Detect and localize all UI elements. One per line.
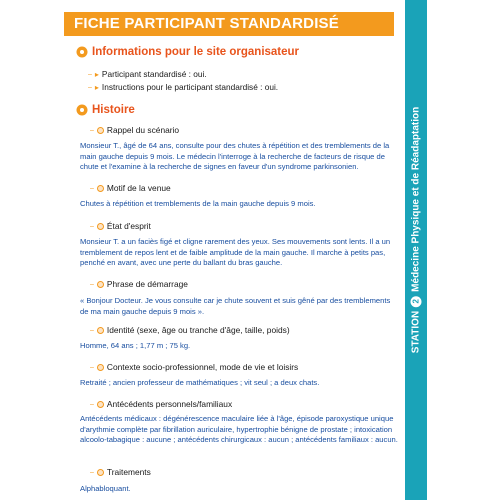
subheading (90, 325, 290, 335)
paragraph: Alphabloquant. (80, 484, 131, 493)
subheading-text: État d'esprit (106, 221, 151, 231)
dash-icon: – (90, 222, 94, 230)
circle-bullet-icon (97, 364, 104, 371)
paragraph: Chutes à répétition et tremblements de la main gauche depuis 9 mois. (80, 199, 316, 208)
subheading (90, 183, 171, 193)
paragraph: Retraité ; ancien professeur de mathématiques ; vit seul ; a deux chats. (80, 378, 320, 387)
list-item (88, 82, 278, 92)
dash-icon: – (90, 280, 94, 288)
subheading-text: Phrase de démarrage (106, 279, 188, 289)
section-heading-organisateur (76, 46, 299, 58)
subheading (90, 221, 151, 231)
circle-bullet-icon (97, 327, 104, 334)
subheading-text: Motif de la venue (106, 183, 171, 193)
dash-icon: – (90, 126, 94, 134)
list-item (88, 69, 207, 79)
circle-bullet-icon (97, 127, 104, 134)
bullet-text: Instructions pour le participant standardisé : oui. (101, 82, 279, 92)
specialty-label: Médecine Physique et de Réadaptation (410, 106, 422, 292)
dash-icon: – (90, 184, 94, 192)
subheading-text: Traitements (106, 467, 151, 477)
section-heading-text: Informations pour le site organisateur (92, 46, 300, 58)
subheading (90, 467, 151, 477)
dash-icon: – (88, 83, 92, 91)
arrow-right-icon: ▸ (94, 82, 99, 92)
paragraph: Monsieur T., âgé de 64 ans, consulte pour des chutes à répétition et des tremblements de la main gauche depuis 9 mois. Le médecin l'interroge à la recherche de facteurs de risque de chute et l'examine à la recherche de signes en faveur d'un syndrome parkinsonien. (80, 141, 390, 172)
dash-icon: – (90, 468, 94, 476)
subheading-text: Identité (sexe, âge ou tranche d'âge, taille, poids) (106, 325, 290, 335)
circle-bullet-icon (97, 281, 104, 288)
circle-bullet-icon (97, 223, 104, 230)
section-heading-text: Histoire (92, 104, 135, 116)
orange-flower-icon (76, 104, 88, 116)
paragraph: Antécédents médicaux : dégénérescence maculaire liée à l'âge, épisode paroxystique unique d'arythmie complète par fibrillation auriculaire, hypertrophie bénigne de prostate ; intoxication alcoolo-tabagique : aucune ; antécédents chirurgicaux : aucun ; antécédents familiaux : aucun. (80, 414, 398, 445)
subheading-text: Antécédents personnels/familiaux (106, 399, 233, 409)
dash-icon: – (90, 363, 94, 371)
subheading-text: Rappel du scénario (106, 125, 180, 135)
sidebar-band (405, 0, 427, 500)
bullet-text: Participant standardisé : oui. (101, 69, 207, 79)
dash-icon: – (90, 326, 94, 334)
station-label: STATION (410, 310, 422, 354)
subheading-text: Contexte socio-professionnel, mode de vie et loisirs (106, 362, 299, 372)
paragraph: Homme, 64 ans ; 1,77 m ; 75 kg. (80, 341, 191, 350)
subheading (90, 125, 179, 135)
page-title: FICHE PARTICIPANT STANDARDISÉ (64, 12, 394, 36)
dash-icon: – (90, 400, 94, 408)
circle-bullet-icon (97, 185, 104, 192)
circle-bullet-icon (97, 469, 104, 476)
sidebar-label (411, 107, 422, 353)
station-number-badge: 2 (411, 296, 422, 307)
paragraph: Monsieur T. a un faciès figé et cligne rarement des yeux. Ses mouvements sont lents. Il a un tremblement de repos lent et de faible amplitude de la main gauche. Il marche à petits pas, penché en avant, avec une perte du ballant du bras gauche. (80, 237, 391, 268)
subheading (90, 362, 298, 372)
orange-flower-icon (76, 46, 88, 58)
subheading (90, 279, 188, 289)
circle-bullet-icon (97, 401, 104, 408)
dash-icon: – (88, 70, 92, 78)
paragraph: « Bonjour Docteur. Je vous consulte car je chute souvent et suis gêné par des tremblements de ma main gauche depuis 9 mois ». (80, 296, 391, 316)
arrow-right-icon: ▸ (94, 69, 99, 79)
subheading (90, 399, 232, 409)
section-heading-histoire (76, 104, 135, 116)
